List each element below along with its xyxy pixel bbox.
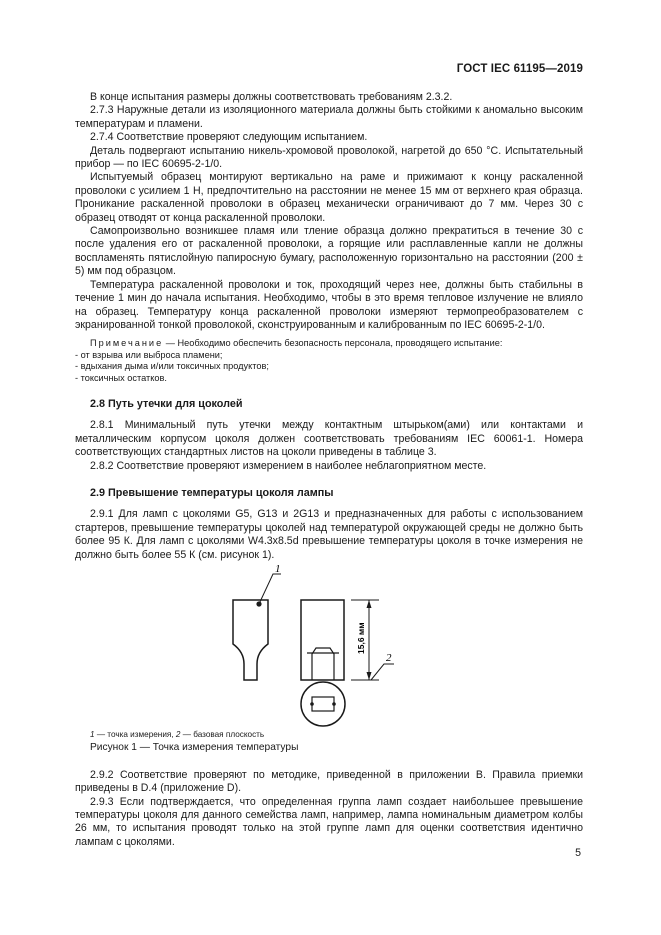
section-heading-2-8: 2.8 Путь утечки для цоколей [90,397,243,410]
measurement-point [256,601,261,606]
dimension-label: 15,6 мм [356,622,366,654]
legend-1-num: 1 [90,730,95,739]
cap-front-view [301,600,344,680]
paragraph: 2.8.1 Минимальный путь утечки между контактным штырьком(ами) или контактами и металлическим корпусом цоколя должен соответствовать требованиям IEC 60061-1. Номера соответствующих стандартных листов на цоколи приведены в таблице 3. [75,419,583,459]
paragraph: В конце испытания размеры должны соответствовать требованиям 2.3.2. [90,91,453,103]
callout-1-label: 1 [275,563,281,575]
figure-1 [75,563,583,728]
callout-2-label: 2 [386,652,392,664]
section-heading-2-9: 2.9 Превышение температуры цоколя лампы [90,486,334,499]
paragraph: 2.7.3 Наружные детали из изоляционного материала должны быть стойкими к аномально высоким температурам и пламени. [75,104,583,130]
paragraph: Температура раскаленной проволоки и ток, проходящий через нее, должны быть стабильны в течение 1 мин до начала испытания. Необходимо, чтобы в это время тепловое излучение не влияло на образец. Температуру конца раскаленной проволоки измеряют термопреобразователем с экранированной тонкой проволокой, сконструированным и калиброванным по IEC 60695-2-1/0. [75,278,583,331]
note-item: - токсичных остатков. [75,372,167,383]
note-heading [75,338,583,349]
cap-side-view [233,600,268,680]
paragraph: 2.9.2 Соответствие проверяют по методике, приведенной в приложении В. Правила приемки приведены в D.4 (приложение D). [75,768,583,795]
paragraph: 2.8.2 Соответствие проверяют измерением в наиболее неблагоприятном месте. [90,459,487,472]
paragraph: 2.9.3 Если подтверждается, что определенная группа ламп создает наибольшее превышение температуры цоколя для данного семейства ламп, например, лампа номинальным диаметром колбы 26 мм, то испытания проводят только на этой группе ламп для оценки соответствия идентично лампам с цоколями. [75,795,583,848]
document-header: ГОСТ IEC 61195—2019 [456,63,583,75]
note-block [75,338,583,384]
paragraph: 2.7.4 Соответствие проверяют следующим испытанием. [90,131,368,144]
note-item: - вдыхания дыма и/или токсичных продуктов; [75,361,269,372]
legend-1-text: — точка измерения, [94,730,176,739]
cap-bottom-view [301,682,345,726]
figure-drawing [75,563,583,728]
paragraph: Испытуемый образец монтируют вертикально на раме и прижимают к концу раскаленной проволоки с усилием 1 Н, предпочтительно на расстоянии не менее 15 мм от верхнего края образца. Проникание раскаленной проволоки в образец механически ограничивают до 7 мм. Через 30 с образец отводят от конца раскаленной проволоки. [75,171,583,224]
figure-legend [75,728,583,741]
note-item: - от взрыва или выброса пламени; [75,349,223,360]
page-number: 5 [575,847,581,859]
document-body [75,91,583,849]
paragraph: Деталь подвергают испытанию никель-хромовой проволокой, нагретой до 650 °С. Испытательный прибор — по IEC 60695-2-1/0. [75,144,583,171]
note-label: Примечание [90,338,164,349]
cap-bottom-contact [312,697,334,711]
legend-2-text: — базовая плоскость [180,730,265,739]
legend-2-num: 2 [175,730,181,739]
figure-caption: Рисунок 1 — Точка измерения температуры [90,742,299,754]
paragraph: Самопроизвольно возникшее пламя или тление образца должно прекратиться в течение 30 с после удаления его от раскаленной проволоки, а горящие или расплавленные капли не должны воспламенять пятислойную папиросную бумагу, расположенную горизонтально на расстоянии (200 ± 5) мм под образцом. [75,225,583,278]
paragraph: 2.9.1 Для ламп с цоколями G5, G13 и 2G13 и предназначенных для работы с использованием стартеров, превышение температуры цоколей над температурой окружающей среды не должно быть более 95 К. Для ламп с цоколями W4.3x8.5d превышение температуры цоколя в точке измерения не должно быть более 55 К (см. рисунок 1). [75,508,583,561]
note-text: — Необходимо обеспечить безопасность персонала, проводящего испытание: [163,338,503,349]
callout-2-leader [371,664,394,680]
